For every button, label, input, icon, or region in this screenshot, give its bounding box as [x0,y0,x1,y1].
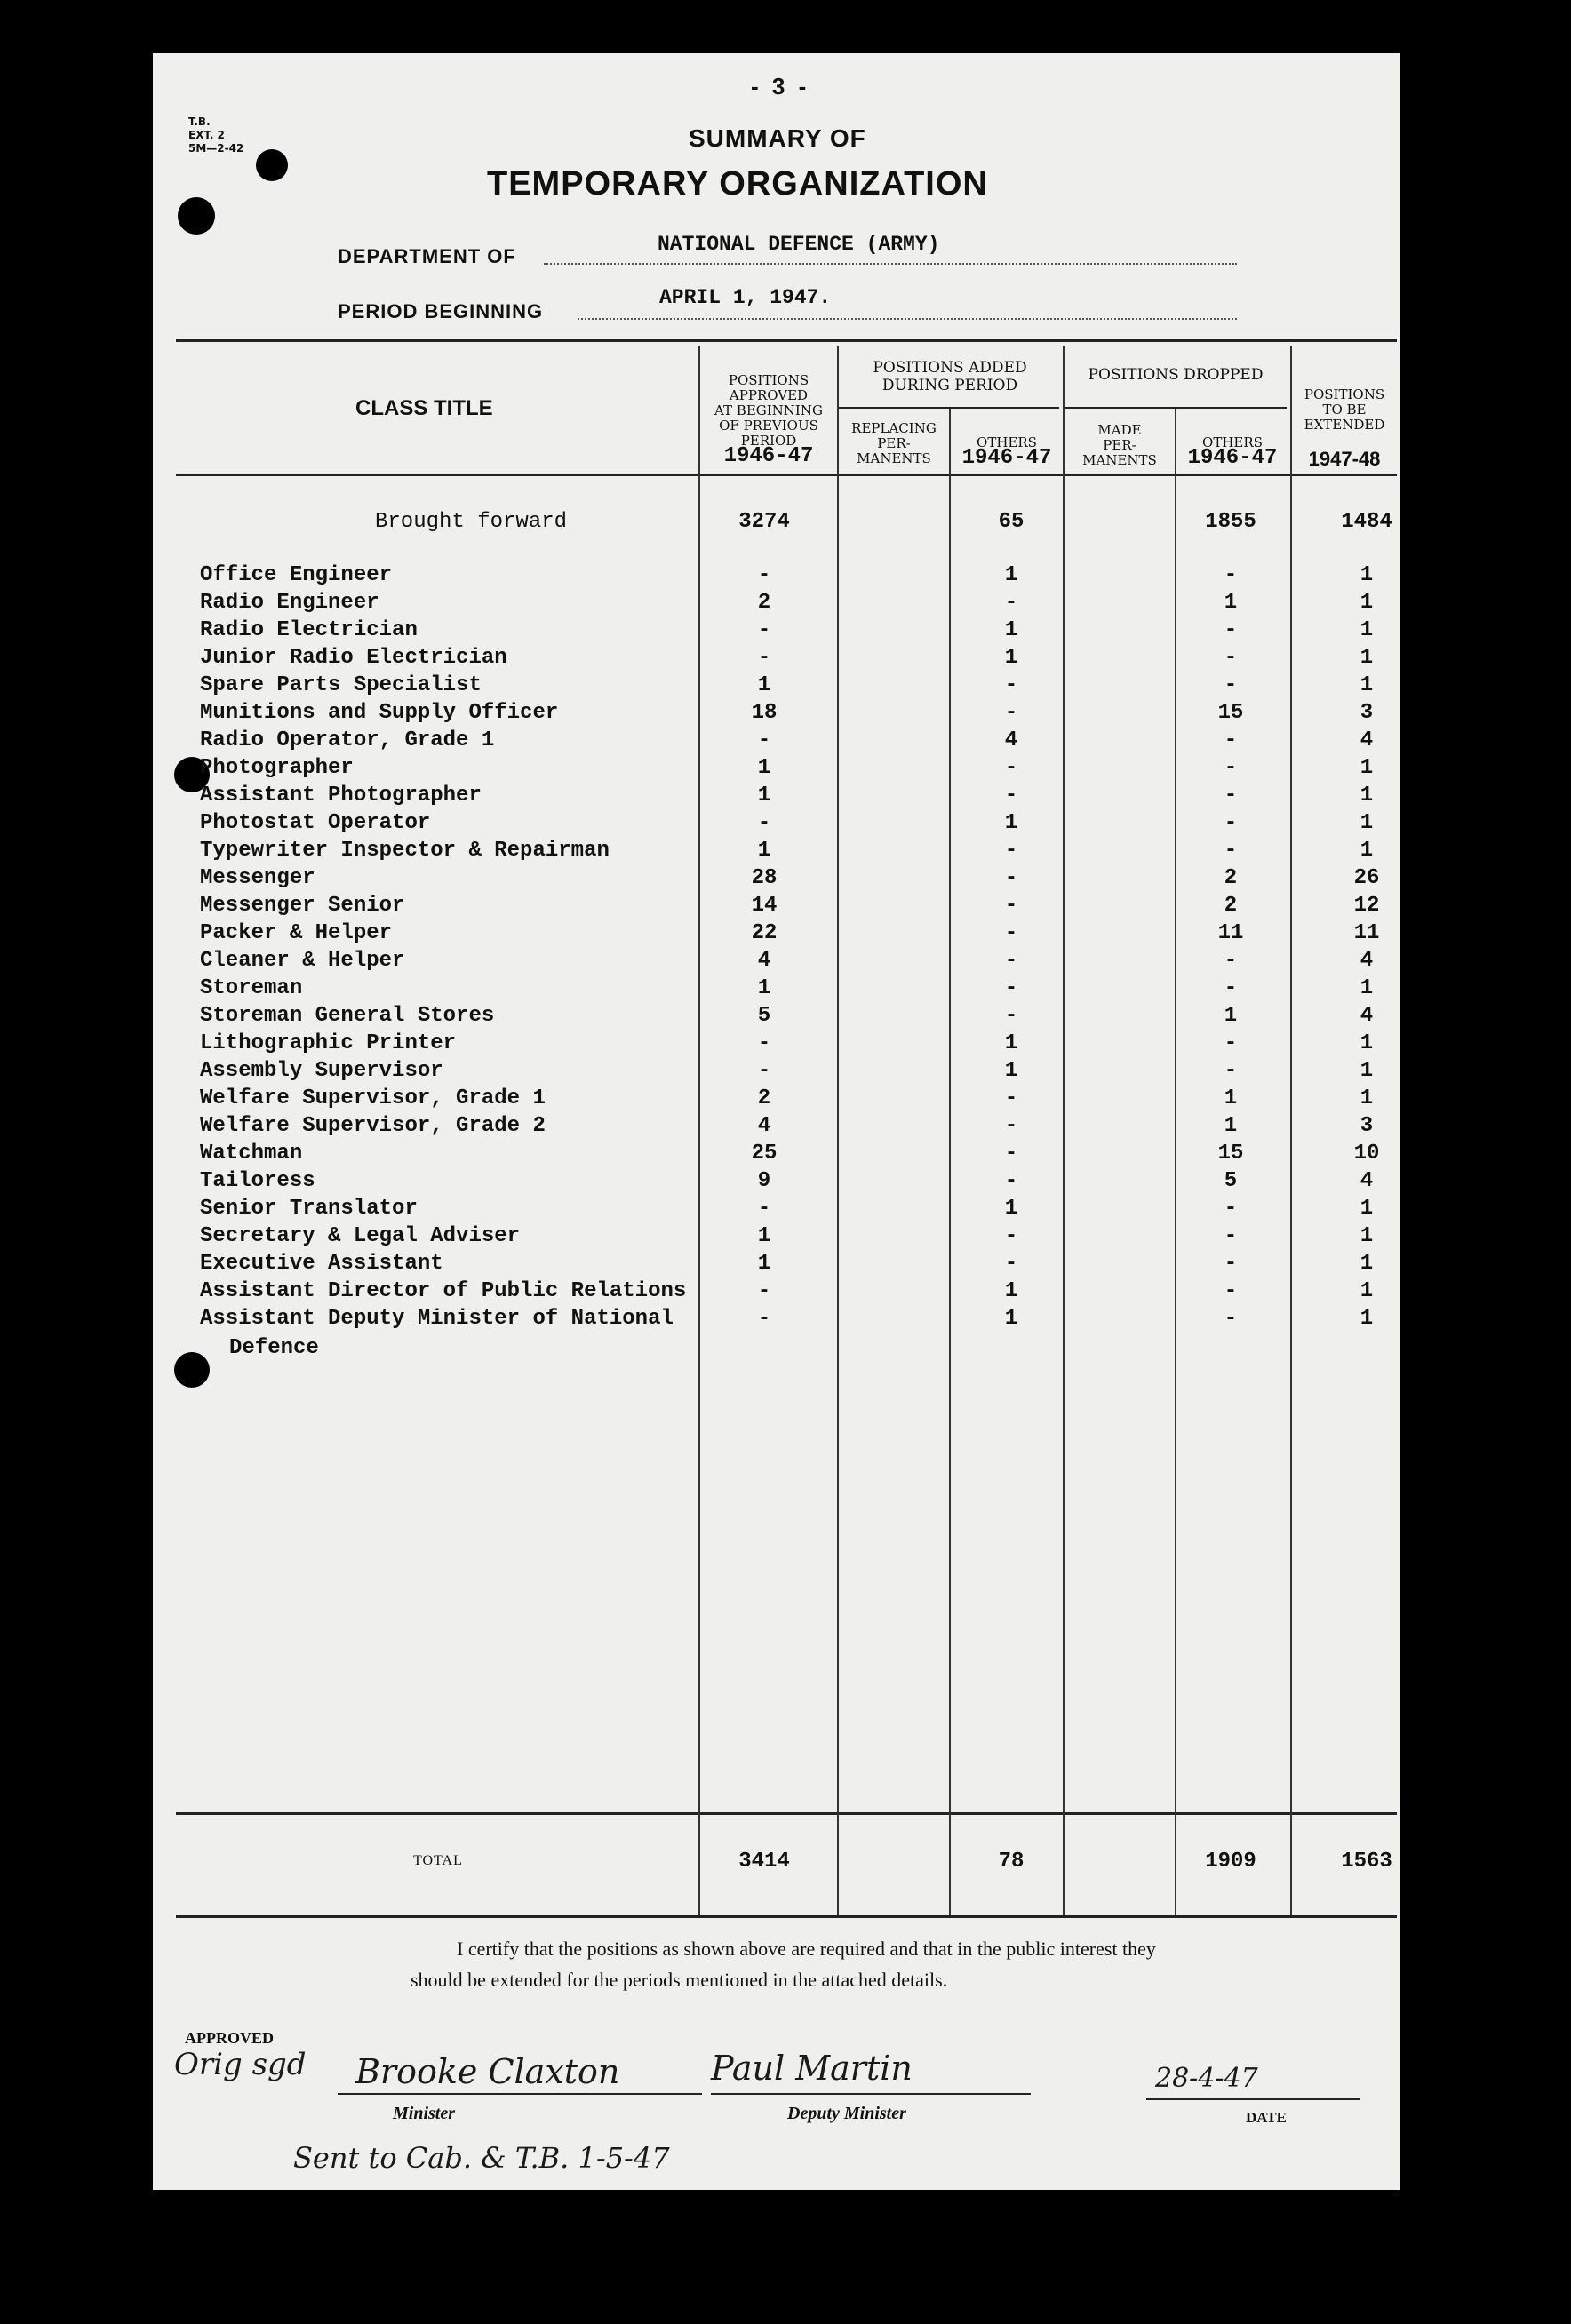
row-dropped-cell: - [1224,756,1238,780]
date-label: DATE [1246,2109,1287,2126]
row-approved-cell: 18 [751,701,778,725]
brought-forward-extended: 1484 [1341,510,1392,534]
row-dropped-cell: - [1224,1307,1238,1331]
col-divider [1063,346,1065,1915]
row-approved-cell: 5 [757,1004,771,1028]
row-title: Assistant Deputy Minister of National [200,1307,674,1331]
row-title: Radio Engineer [200,591,379,615]
row-title: Radio Operator, Grade 1 [200,728,495,752]
row-dropped-cell: - [1224,1224,1238,1248]
brought-forward-added: 65 [998,510,1025,534]
form-id: T.B. EXT. 2 5M—2-42 [188,115,244,155]
row-dropped-cell: 2 [1224,866,1238,890]
row-dropped-cell: 1 [1224,1086,1238,1110]
row-added-cell: - [1004,1142,1018,1166]
row-approved-cell: - [757,1279,771,1303]
row-approved-cell: 22 [751,921,778,945]
period-line [578,318,1237,320]
row-extended-cell: 1 [1360,976,1374,1000]
row-added-cell: 1 [1004,563,1018,587]
title-summary: SUMMARY OF [689,124,866,152]
row-extended-cell: 1 [1360,1197,1374,1221]
row-added-cell: - [1004,921,1018,945]
col-divider [698,346,700,1915]
row-extended-cell: 4 [1360,728,1374,752]
row-extended-cell: 3 [1360,701,1374,725]
row-approved-cell: - [757,646,771,670]
row-approved-cell: 4 [757,949,771,973]
header-replacing: REPLACING PER- MANENTS [851,420,937,466]
handwritten-orig: Orig sgd [174,2047,307,2082]
punch-hole [174,1352,210,1388]
row-extended-cell: 1 [1360,563,1374,587]
row-extended-cell: 4 [1360,1169,1374,1193]
row-approved-cell: 1 [757,1252,771,1276]
row-title: Assembly Supervisor [200,1059,443,1083]
row-title: Welfare Supervisor, Grade 1 [200,1086,546,1110]
col-divider [949,409,951,1915]
row-approved-cell: - [757,563,771,587]
header-approved-year: 1946-47 [723,444,814,468]
period-value: APRIL 1, 1947. [659,286,832,309]
header-dropped-others: OTHERS [1202,434,1263,450]
header-extended-year: 1947-48 [1308,448,1381,470]
row-added-cell: - [1004,1004,1018,1028]
brought-forward-dropped: 1855 [1205,510,1256,534]
row-extended-cell: 10 [1353,1142,1380,1166]
minister-signature: Brooke Claxton [355,2052,620,2091]
row-approved-cell: 1 [757,839,771,863]
row-added-cell: - [1004,1224,1018,1248]
row-approved-cell: 14 [751,894,778,918]
row-extended-cell: 1 [1360,756,1374,780]
row-added-cell: - [1004,591,1018,615]
row-dropped-cell: 1 [1224,1004,1238,1028]
row-extended-cell: 1 [1360,646,1374,670]
row-extended-cell: 4 [1360,1004,1374,1028]
row-title: Munitions and Supply Officer [200,701,559,725]
row-approved-cell: - [757,1031,771,1055]
punch-hole [256,149,288,181]
row-title: Watchman [200,1142,303,1166]
row-title: Lithographic Printer [200,1031,457,1055]
row-title: Messenger [200,866,315,890]
department-line [544,263,1237,265]
row-dropped-cell: 15 [1217,1142,1244,1166]
minister-label: Minister [393,2104,456,2123]
row-extended-cell: 1 [1360,1279,1374,1303]
row-added-cell: 4 [1004,728,1018,752]
row-extended-cell: 1 [1360,811,1374,835]
row-added-cell: 1 [1004,1307,1018,1331]
row-title: Assistant Director of Public Relations [200,1279,687,1303]
deputy-minister-label: Deputy Minister [787,2104,906,2123]
col-divider [1290,346,1292,1915]
deputy-signature: Paul Martin [711,2049,913,2088]
title-organization: TEMPORARY ORGANIZATION [487,165,988,203]
row-approved-cell: 25 [751,1142,778,1166]
row-approved-cell: 2 [757,591,771,615]
total-top-rule [176,1812,1397,1815]
row-title: Radio Electrician [200,618,418,642]
header-class-title: CLASS TITLE [355,396,493,420]
row-added-cell: - [1004,701,1018,725]
approved-label: APPROVED [185,2029,274,2047]
header-extended: POSITIONS TO BE EXTENDED [1304,386,1385,433]
row-approved-cell: 1 [757,1224,771,1248]
row-title: Storeman General Stores [200,1004,495,1028]
row-dropped-cell: - [1224,811,1238,835]
row-dropped-cell: - [1224,673,1238,697]
col-divider [1175,409,1176,1915]
row-added-cell: 1 [1004,1279,1018,1303]
total-label: TOTAL [413,1853,463,1868]
row-added-cell: - [1004,756,1018,780]
row-approved-cell: - [757,728,771,752]
row-approved-cell: 28 [751,866,778,890]
page-number: - 3 - [751,73,810,99]
row-extended-cell: 1 [1360,784,1374,808]
row-title: Office Engineer [200,563,393,587]
row-title: Cleaner & Helper [200,949,405,973]
table-top-rule [176,339,1397,342]
date-sign-line [1146,2098,1360,2100]
row-dropped-cell: - [1224,949,1238,973]
row-added-cell: - [1004,894,1018,918]
row-title: Photostat Operator [200,811,431,835]
row-approved-cell: - [757,1197,771,1221]
total-added: 78 [998,1850,1025,1874]
row-extended-cell: 1 [1360,1086,1374,1110]
row-added-cell: - [1004,1114,1018,1138]
row-added-cell: 1 [1004,1059,1018,1083]
row-added-cell: - [1004,1252,1018,1276]
row-added-cell: 1 [1004,811,1018,835]
row-extended-cell: 11 [1353,921,1380,945]
row-approved-cell: 2 [757,1086,771,1110]
row-dropped-cell: 2 [1224,894,1238,918]
header-added-group: POSITIONS ADDED DURING PERIOD [873,359,1027,394]
row-approved-cell: - [757,618,771,642]
added-group-rule [837,407,1059,409]
row-extended-cell: 3 [1360,1114,1374,1138]
row-extended-cell: 1 [1360,591,1374,615]
row-extended-cell: 4 [1360,949,1374,973]
row-added-cell: - [1004,784,1018,808]
row-extended-cell: 12 [1353,894,1380,918]
row-added-cell: - [1004,866,1018,890]
row-title: Secretary & Legal Adviser [200,1224,521,1248]
row-title: Assistant Photographer [200,784,482,808]
row-added-cell: - [1004,1086,1018,1110]
row-added-cell: - [1004,839,1018,863]
row-extended-cell: 1 [1360,1307,1374,1331]
row-dropped-cell: - [1224,976,1238,1000]
header-added-year: 1946-47 [961,446,1052,470]
date-handwritten: 28-4-47 [1155,2063,1258,2094]
row-extended-cell: 1 [1360,1252,1374,1276]
row-dropped-cell: - [1224,728,1238,752]
row-title: Senior Translator [200,1197,418,1221]
punch-hole [178,197,215,235]
row-approved-cell: 1 [757,756,771,780]
header-bottom-rule [176,474,1397,476]
brought-forward-label: Brought forward [375,510,568,534]
brought-forward-approved: 3274 [738,510,790,534]
row-title: Spare Parts Specialist [200,673,482,697]
certification-text: I certify that the positions as shown above are required and that in the public interest they should be extended for the periods mentioned in the attached details. [411,1938,1156,1991]
row-dropped-cell: - [1224,784,1238,808]
period-label: PERIOD BEGINNING [338,300,544,322]
deputy-sign-line [711,2093,1031,2095]
total-bottom-rule [176,1915,1397,1918]
header-dropped-year: 1946-47 [1187,446,1278,470]
total-approved: 3414 [738,1850,790,1874]
row-title: Messenger Senior [200,894,405,918]
row-extended-cell: 26 [1353,866,1380,890]
total-extended: 1563 [1341,1850,1392,1874]
sent-note: Sent to Cab. & T.B. 1-5-47 [293,2141,670,2175]
row-dropped-cell: - [1224,1031,1238,1055]
row-title: Storeman [200,976,303,1000]
header-approved: POSITIONS APPROVED AT BEGINNING OF PREVIOUS PERIOD [714,372,823,449]
header-added-others: OTHERS [977,434,1037,450]
row-added-cell: 1 [1004,618,1018,642]
header-made-perm: MADE PER- MANENTS [1082,422,1157,468]
row-added-cell: - [1004,976,1018,1000]
row-dropped-cell: - [1224,839,1238,863]
row-title: Packer & Helper [200,921,393,945]
row-added-cell: 1 [1004,646,1018,670]
row-added-cell: 1 [1004,1197,1018,1221]
row-dropped-cell: - [1224,1059,1238,1083]
header-dropped-group: POSITIONS DROPPED [1088,366,1264,384]
row-approved-cell: 1 [757,784,771,808]
minister-sign-line [338,2093,702,2095]
row-dropped-cell: - [1224,1252,1238,1276]
row-title: Executive Assistant [200,1252,443,1276]
row-extended-cell: 1 [1360,1059,1374,1083]
row-extended-cell: 1 [1360,618,1374,642]
row-dropped-cell: - [1224,618,1238,642]
row-extended-cell: 1 [1360,839,1374,863]
row-dropped-cell: - [1224,646,1238,670]
row-extended-cell: 1 [1360,673,1374,697]
row-approved-cell: - [757,811,771,835]
row-added-cell: - [1004,949,1018,973]
row-continuation: Defence [229,1336,319,1360]
row-approved-cell: 4 [757,1114,771,1138]
row-approved-cell: 1 [757,976,771,1000]
row-added-cell: 1 [1004,1031,1018,1055]
row-title: Photographer [200,756,354,780]
row-approved-cell: - [757,1059,771,1083]
row-extended-cell: 1 [1360,1031,1374,1055]
total-dropped: 1909 [1205,1850,1256,1874]
row-dropped-cell: 5 [1224,1169,1238,1193]
row-approved-cell: - [757,1307,771,1331]
row-dropped-cell: - [1224,1279,1238,1303]
row-title: Tailoress [200,1169,315,1193]
row-dropped-cell: - [1224,563,1238,587]
row-extended-cell: 1 [1360,1224,1374,1248]
row-title: Welfare Supervisor, Grade 2 [200,1114,546,1138]
department-label: DEPARTMENT OF [338,245,516,267]
department-value: NATIONAL DEFENCE (ARMY) [658,233,940,256]
row-dropped-cell: 11 [1217,921,1244,945]
row-dropped-cell: 15 [1217,701,1244,725]
row-dropped-cell: 1 [1224,591,1238,615]
row-added-cell: - [1004,1169,1018,1193]
row-approved-cell: 1 [757,673,771,697]
col-divider [837,346,839,1915]
row-title: Typewriter Inspector & Repairman [200,839,610,863]
row-dropped-cell: 1 [1224,1114,1238,1138]
row-dropped-cell: - [1224,1197,1238,1221]
row-added-cell: - [1004,673,1018,697]
row-title: Junior Radio Electrician [200,646,507,670]
row-approved-cell: 9 [757,1169,771,1193]
